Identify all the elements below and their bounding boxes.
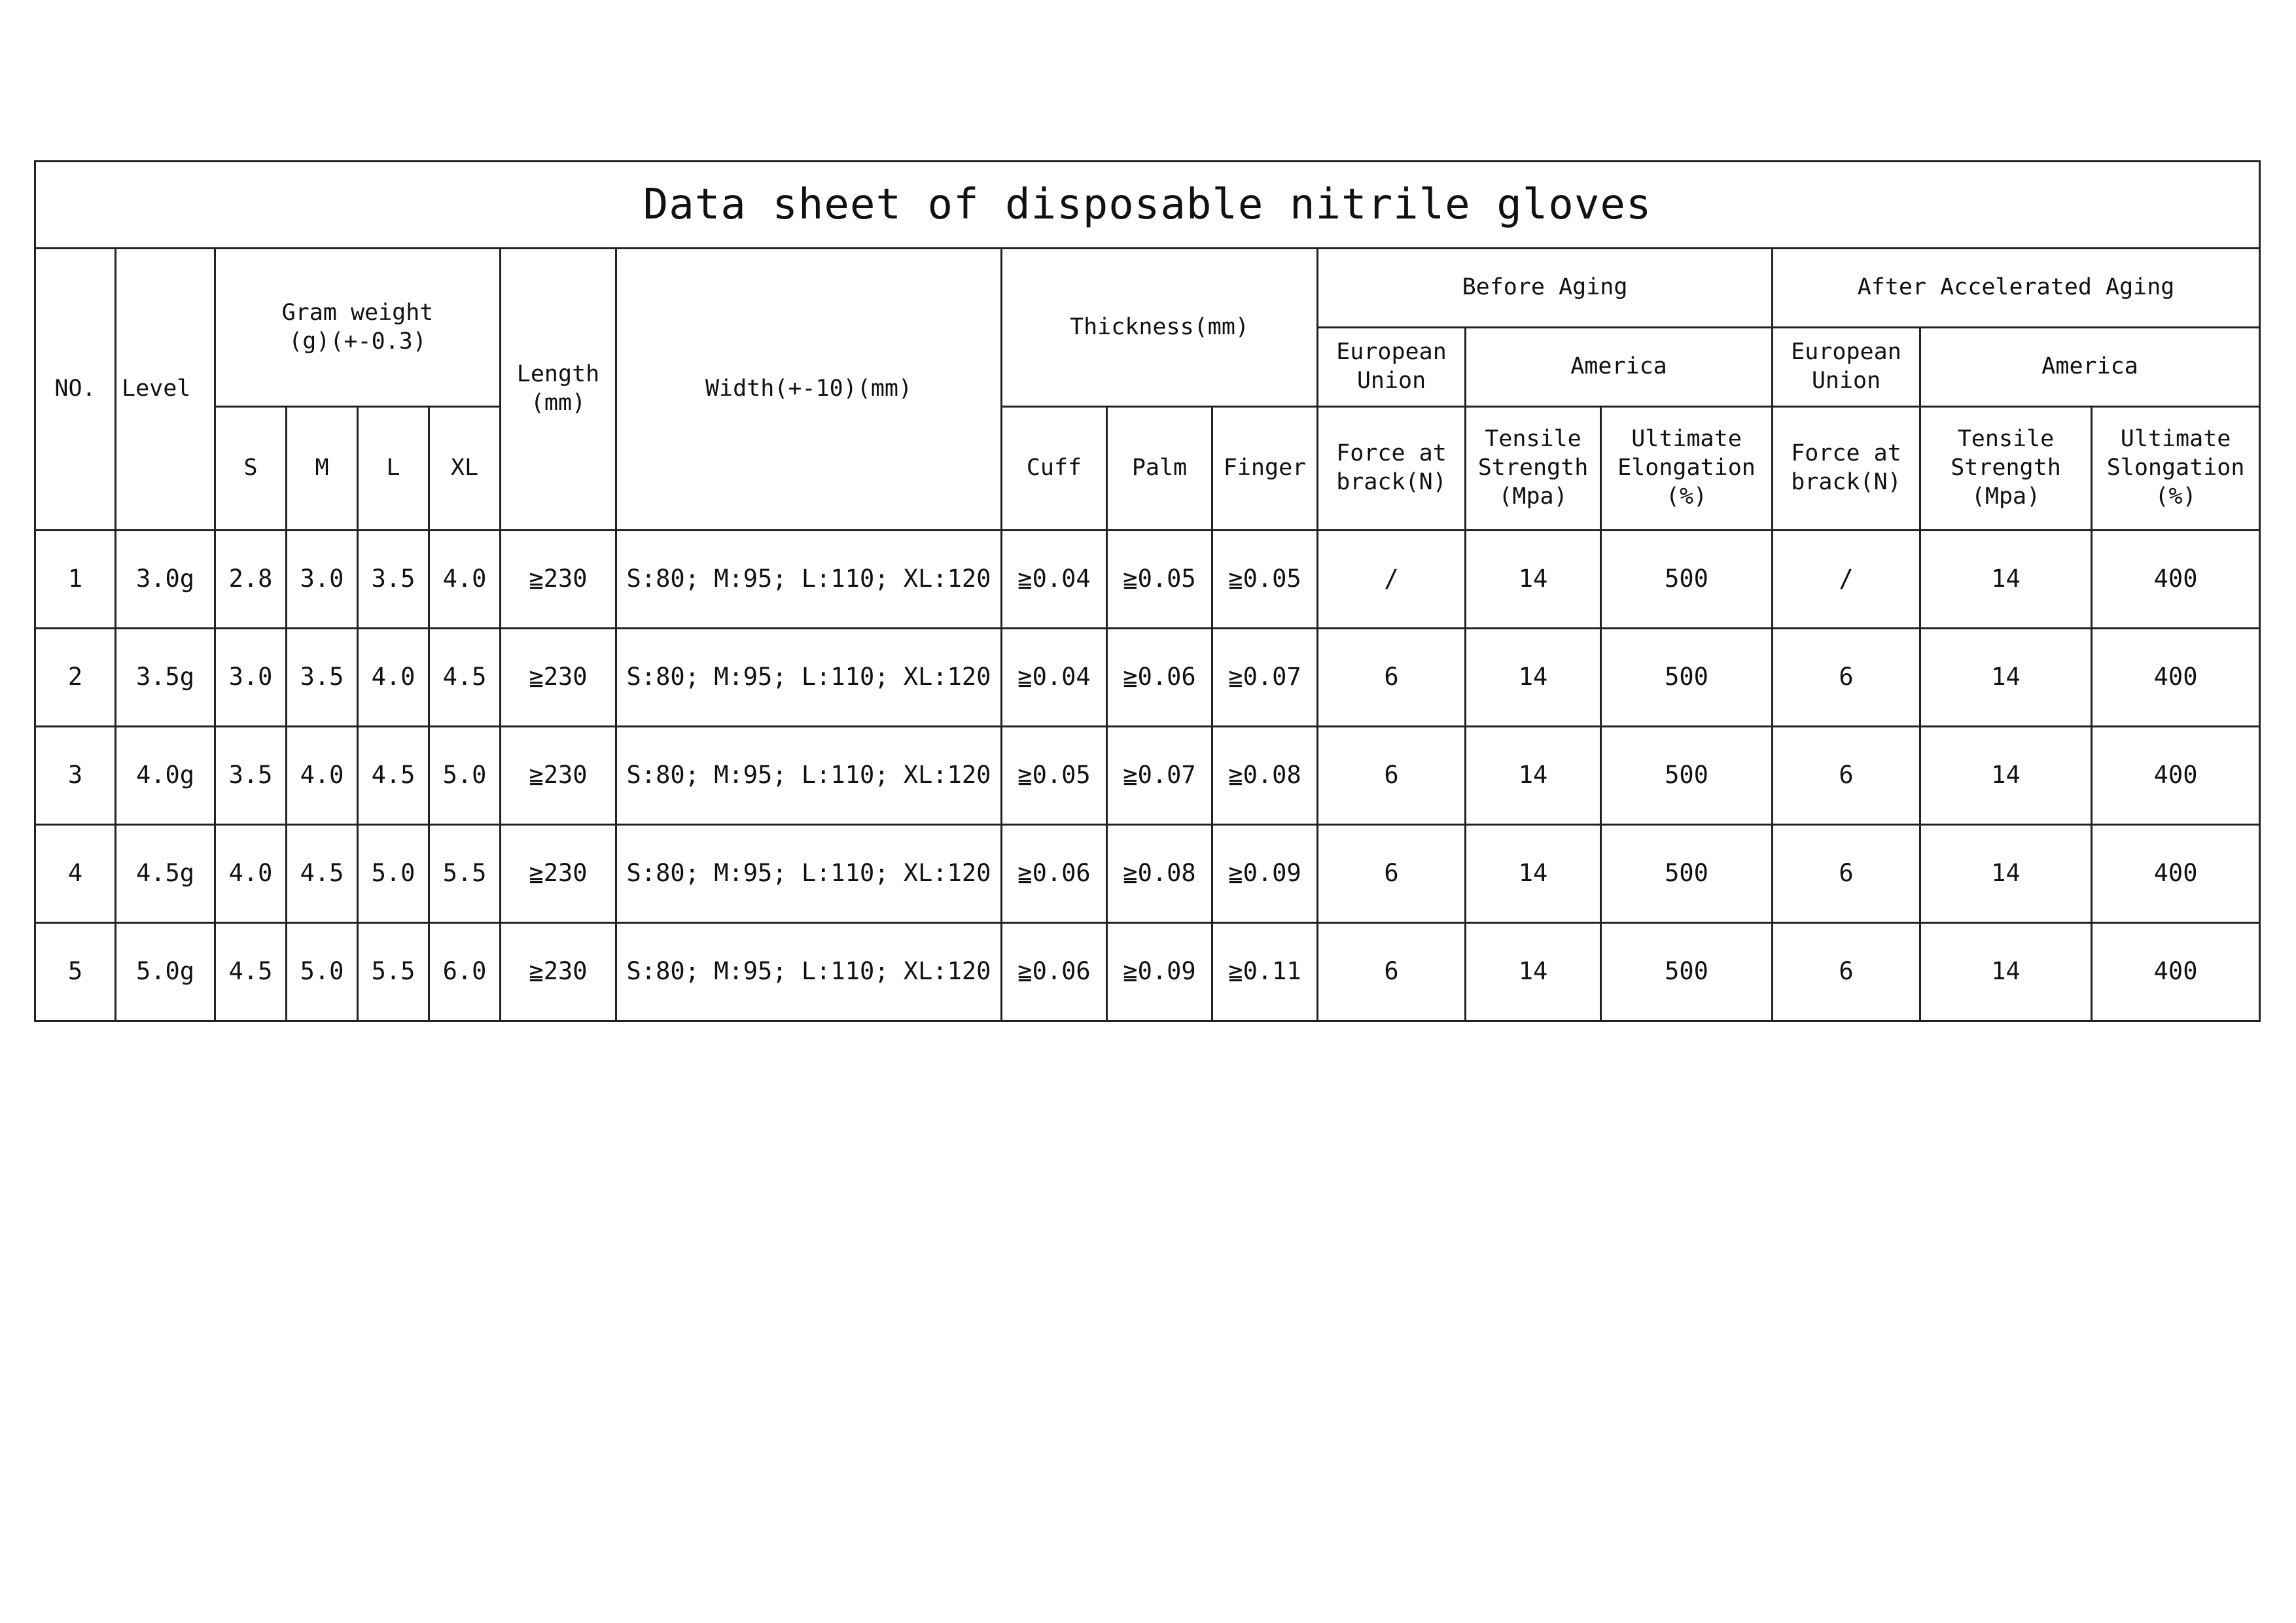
header-thickness: Thickness(mm) bbox=[1002, 249, 1318, 407]
header-length: Length (mm) bbox=[501, 249, 616, 531]
weight-m-cell: 3.0 bbox=[287, 531, 358, 629]
row-length-cell: ≧230 bbox=[501, 923, 616, 1021]
header-before-tensile: Tensile Strength (Mpa) bbox=[1466, 407, 1601, 531]
weight-xl-cell: 4.5 bbox=[429, 629, 501, 727]
after-slongation-cell: 400 bbox=[2092, 825, 2260, 923]
header-after-tensile: Tensile Strength (Mpa) bbox=[1920, 407, 2092, 531]
row-no-cell: 4 bbox=[35, 825, 116, 923]
weight-s-cell: 4.5 bbox=[215, 923, 287, 1021]
thickness-finger-cell: ≧0.11 bbox=[1212, 923, 1318, 1021]
header-width: Width(+-10)(mm) bbox=[616, 249, 1002, 531]
before-elongation-cell: 500 bbox=[1601, 727, 1773, 825]
sheet-title: Data sheet of disposable nitrile gloves bbox=[35, 162, 2260, 249]
thickness-cuff-cell: ≧0.06 bbox=[1002, 923, 1107, 1021]
header-after-slongation: Ultimate Slongation (%) bbox=[2092, 407, 2260, 531]
header-after-force: Force at brack(N) bbox=[1773, 407, 1920, 531]
thickness-finger-cell: ≧0.07 bbox=[1212, 629, 1318, 727]
after-slongation-cell: 400 bbox=[2092, 531, 2260, 629]
weight-l-cell: 4.0 bbox=[358, 629, 429, 727]
before-tensile-cell: 14 bbox=[1466, 825, 1601, 923]
row-width-cell: S:80; M:95; L:110; XL:120 bbox=[616, 629, 1002, 727]
weight-xl-cell: 6.0 bbox=[429, 923, 501, 1021]
weight-l-cell: 5.5 bbox=[358, 923, 429, 1021]
row-level-cell: 3.5g bbox=[116, 629, 215, 727]
row-level-cell: 5.0g bbox=[116, 923, 215, 1021]
row-no-cell: 3 bbox=[35, 727, 116, 825]
table-row bbox=[35, 727, 2260, 825]
after-force-cell: / bbox=[1773, 531, 1920, 629]
row-level-cell: 4.5g bbox=[116, 825, 215, 923]
before-tensile-cell: 14 bbox=[1466, 531, 1601, 629]
header-size-s: S bbox=[215, 407, 287, 531]
header-after-eu: European Union bbox=[1773, 328, 1920, 407]
weight-s-cell: 2.8 bbox=[215, 531, 287, 629]
header-palm: Palm bbox=[1107, 407, 1212, 531]
before-elongation-cell: 500 bbox=[1601, 629, 1773, 727]
thickness-finger-cell: ≧0.05 bbox=[1212, 531, 1318, 629]
header-before-eu: European Union bbox=[1318, 328, 1466, 407]
header-cuff: Cuff bbox=[1002, 407, 1107, 531]
weight-xl-cell: 5.0 bbox=[429, 727, 501, 825]
thickness-cuff-cell: ≧0.06 bbox=[1002, 825, 1107, 923]
weight-l-cell: 4.5 bbox=[358, 727, 429, 825]
row-level-cell: 3.0g bbox=[116, 531, 215, 629]
weight-m-cell: 3.5 bbox=[287, 629, 358, 727]
row-width-cell: S:80; M:95; L:110; XL:120 bbox=[616, 727, 1002, 825]
after-force-cell: 6 bbox=[1773, 825, 1920, 923]
row-width-cell: S:80; M:95; L:110; XL:120 bbox=[616, 825, 1002, 923]
before-force-cell: 6 bbox=[1318, 923, 1466, 1021]
row-length-cell: ≧230 bbox=[501, 825, 616, 923]
header-gram-weight: Gram weight (g)(+-0.3) bbox=[215, 249, 501, 407]
row-length-cell: ≧230 bbox=[501, 531, 616, 629]
thickness-finger-cell: ≧0.09 bbox=[1212, 825, 1318, 923]
header-size-m: M bbox=[287, 407, 358, 531]
after-tensile-cell: 14 bbox=[1920, 825, 2092, 923]
thickness-palm-cell: ≧0.09 bbox=[1107, 923, 1212, 1021]
header-size-l: L bbox=[358, 407, 429, 531]
row-no-cell: 5 bbox=[35, 923, 116, 1021]
after-force-cell: 6 bbox=[1773, 923, 1920, 1021]
header-no: NO. bbox=[35, 249, 116, 531]
before-elongation-cell: 500 bbox=[1601, 531, 1773, 629]
row-no-cell: 2 bbox=[35, 629, 116, 727]
row-length-cell: ≧230 bbox=[501, 629, 616, 727]
weight-l-cell: 3.5 bbox=[358, 531, 429, 629]
header-level: Level bbox=[116, 249, 215, 531]
after-tensile-cell: 14 bbox=[1920, 629, 2092, 727]
table-row bbox=[35, 531, 2260, 629]
thickness-cuff-cell: ≧0.04 bbox=[1002, 531, 1107, 629]
thickness-finger-cell: ≧0.08 bbox=[1212, 727, 1318, 825]
before-tensile-cell: 14 bbox=[1466, 727, 1601, 825]
before-force-cell: / bbox=[1318, 531, 1466, 629]
table-row bbox=[35, 629, 2260, 727]
weight-s-cell: 4.0 bbox=[215, 825, 287, 923]
header-before-america: America bbox=[1466, 328, 1773, 407]
row-width-cell: S:80; M:95; L:110; XL:120 bbox=[616, 531, 1002, 629]
header-finger: Finger bbox=[1212, 407, 1318, 531]
header-after-aging: After Accelerated Aging bbox=[1773, 249, 2260, 328]
before-elongation-cell: 500 bbox=[1601, 923, 1773, 1021]
after-slongation-cell: 400 bbox=[2092, 629, 2260, 727]
row-no-cell: 1 bbox=[35, 531, 116, 629]
weight-m-cell: 4.5 bbox=[287, 825, 358, 923]
thickness-palm-cell: ≧0.05 bbox=[1107, 531, 1212, 629]
weight-s-cell: 3.5 bbox=[215, 727, 287, 825]
before-elongation-cell: 500 bbox=[1601, 825, 1773, 923]
weight-s-cell: 3.0 bbox=[215, 629, 287, 727]
weight-xl-cell: 4.0 bbox=[429, 531, 501, 629]
after-force-cell: 6 bbox=[1773, 727, 1920, 825]
weight-m-cell: 5.0 bbox=[287, 923, 358, 1021]
before-force-cell: 6 bbox=[1318, 727, 1466, 825]
row-level-cell: 4.0g bbox=[116, 727, 215, 825]
table-row bbox=[35, 825, 2260, 923]
header-before-aging: Before Aging bbox=[1318, 249, 1773, 328]
weight-xl-cell: 5.5 bbox=[429, 825, 501, 923]
header-before-elongation: Ultimate Elongation (%) bbox=[1601, 407, 1773, 531]
after-slongation-cell: 400 bbox=[2092, 727, 2260, 825]
before-tensile-cell: 14 bbox=[1466, 923, 1601, 1021]
thickness-palm-cell: ≧0.07 bbox=[1107, 727, 1212, 825]
row-length-cell: ≧230 bbox=[501, 727, 616, 825]
after-slongation-cell: 400 bbox=[2092, 923, 2260, 1021]
after-tensile-cell: 14 bbox=[1920, 923, 2092, 1021]
before-force-cell: 6 bbox=[1318, 825, 1466, 923]
thickness-palm-cell: ≧0.06 bbox=[1107, 629, 1212, 727]
before-force-cell: 6 bbox=[1318, 629, 1466, 727]
weight-l-cell: 5.0 bbox=[358, 825, 429, 923]
thickness-palm-cell: ≧0.08 bbox=[1107, 825, 1212, 923]
after-force-cell: 6 bbox=[1773, 629, 1920, 727]
thickness-cuff-cell: ≧0.05 bbox=[1002, 727, 1107, 825]
header-before-force: Force at brack(N) bbox=[1318, 407, 1466, 531]
header-size-xl: XL bbox=[429, 407, 501, 531]
table-row bbox=[35, 923, 2260, 1021]
weight-m-cell: 4.0 bbox=[287, 727, 358, 825]
before-tensile-cell: 14 bbox=[1466, 629, 1601, 727]
after-tensile-cell: 14 bbox=[1920, 727, 2092, 825]
row-width-cell: S:80; M:95; L:110; XL:120 bbox=[616, 923, 1002, 1021]
data-sheet-table bbox=[34, 160, 2261, 1022]
header-after-america: America bbox=[1920, 328, 2260, 407]
thickness-cuff-cell: ≧0.04 bbox=[1002, 629, 1107, 727]
after-tensile-cell: 14 bbox=[1920, 531, 2092, 629]
